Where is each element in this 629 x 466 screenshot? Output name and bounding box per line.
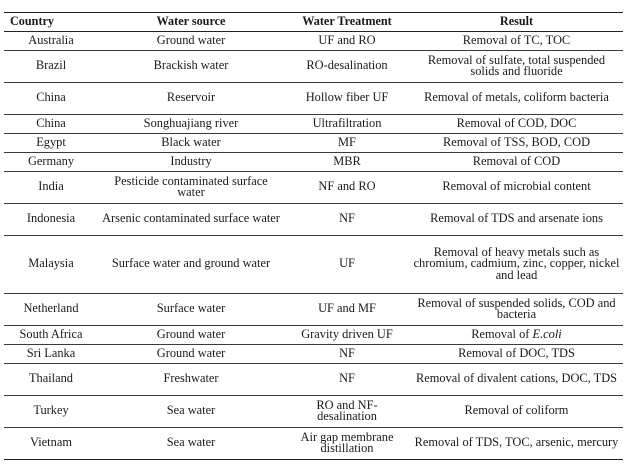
cell-result-organism: E.coli — [532, 326, 562, 341]
cell-water-source: Sea water — [98, 428, 284, 460]
table-row — [4, 294, 623, 326]
cell-water-source: Freshwater — [98, 364, 284, 396]
cell-water-treatment: MF — [284, 134, 410, 153]
cell-water-treatment: UF — [284, 236, 410, 294]
cell-result: Removal of coliform — [410, 396, 623, 428]
cell-country: Sri Lanka — [4, 345, 98, 364]
cell-country: Thailand — [4, 364, 98, 396]
cell-country: Egypt — [4, 134, 98, 153]
cell-result: Removal of suspended solids, COD and bacteria — [410, 294, 623, 326]
table-row — [4, 236, 623, 294]
column-header-country: Country — [4, 13, 98, 32]
column-header-water-treatment: Water Treatment — [284, 13, 410, 32]
cell-result: Removal of COD, DOC — [410, 115, 623, 134]
column-header-water-source: Water source — [98, 13, 284, 32]
cell-water-treatment: UF and RO — [284, 32, 410, 51]
column-header-result: Result — [410, 13, 623, 32]
table-row — [4, 345, 623, 364]
cell-water-treatment: NF — [284, 364, 410, 396]
cell-water-source: Pesticide contaminated surface water — [98, 172, 284, 204]
table-row — [4, 153, 623, 172]
cell-water-treatment: MBR — [284, 153, 410, 172]
cell-result — [410, 326, 623, 345]
water-treatment-table — [4, 12, 623, 460]
cell-water-treatment: Air gap membrane distillation — [284, 428, 410, 460]
cell-result: Removal of TDS and arsenate ions — [410, 204, 623, 236]
cell-result: Removal of TDS, TOC, arsenic, mercury — [410, 428, 623, 460]
cell-water-source: Surface water and ground water — [98, 236, 284, 294]
table-row — [4, 115, 623, 134]
cell-water-source: Sea water — [98, 396, 284, 428]
cell-country: Indonesia — [4, 204, 98, 236]
cell-water-treatment: NF and RO — [284, 172, 410, 204]
cell-country: China — [4, 115, 98, 134]
table-body — [4, 32, 623, 460]
cell-result: Removal of TC, TOC — [410, 32, 623, 51]
cell-result: Removal of metals, coliform bacteria — [410, 83, 623, 115]
cell-water-source: Ground water — [98, 32, 284, 51]
cell-water-source: Songhuajiang river — [98, 115, 284, 134]
cell-result: Removal of divalent cations, DOC, TDS — [410, 364, 623, 396]
cell-country: Germany — [4, 153, 98, 172]
cell-result: Removal of COD — [410, 153, 623, 172]
cell-water-source: Surface water — [98, 294, 284, 326]
table-row — [4, 396, 623, 428]
cell-country: Australia — [4, 32, 98, 51]
table-row — [4, 172, 623, 204]
table-row — [4, 83, 623, 115]
cell-country: Brazil — [4, 51, 98, 83]
cell-water-source: Ground water — [98, 345, 284, 364]
cell-water-source: Black water — [98, 134, 284, 153]
cell-country: Turkey — [4, 396, 98, 428]
cell-water-treatment: Ultrafiltration — [284, 115, 410, 134]
table-row — [4, 134, 623, 153]
cell-country: Vietnam — [4, 428, 98, 460]
cell-result: Removal of DOC, TDS — [410, 345, 623, 364]
cell-country: India — [4, 172, 98, 204]
cell-water-treatment: RO-desalination — [284, 51, 410, 83]
table-row — [4, 32, 623, 51]
cell-country: South Africa — [4, 326, 98, 345]
cell-water-treatment: Gravity driven UF — [284, 326, 410, 345]
table-row — [4, 326, 623, 345]
cell-water-treatment: RO and NF-desalination — [284, 396, 410, 428]
table-row — [4, 204, 623, 236]
cell-water-treatment: NF — [284, 204, 410, 236]
water-treatment-table-container — [4, 12, 623, 460]
cell-water-treatment: NF — [284, 345, 410, 364]
cell-result-prefix: Removal of — [471, 326, 533, 341]
cell-result: Removal of heavy metals such as chromium, cadmium, zinc, copper, nickel and lead — [410, 236, 623, 294]
cell-result: Removal of microbial content — [410, 172, 623, 204]
cell-result: Removal of sulfate, total suspended solids and fluoride — [410, 51, 623, 83]
cell-water-source: Arsenic contaminated surface water — [98, 204, 284, 236]
cell-water-treatment: Hollow fiber UF — [284, 83, 410, 115]
cell-water-source: Reservoir — [98, 83, 284, 115]
table-row — [4, 428, 623, 460]
cell-result: Removal of TSS, BOD, COD — [410, 134, 623, 153]
cell-water-source: Ground water — [98, 326, 284, 345]
cell-water-source: Brackish water — [98, 51, 284, 83]
table-row — [4, 364, 623, 396]
cell-water-treatment: UF and MF — [284, 294, 410, 326]
table-header-row — [4, 13, 623, 32]
cell-water-source: Industry — [98, 153, 284, 172]
cell-country: Malaysia — [4, 236, 98, 294]
cell-country: Netherland — [4, 294, 98, 326]
table-row — [4, 51, 623, 83]
cell-country: China — [4, 83, 98, 115]
